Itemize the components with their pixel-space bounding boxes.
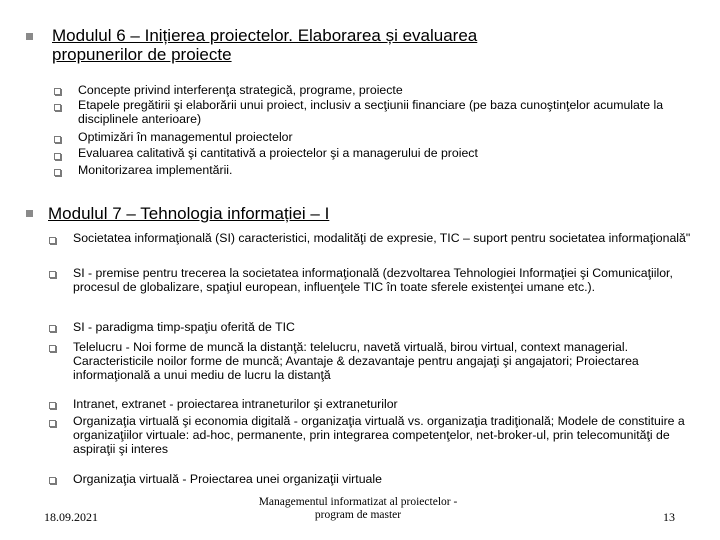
module6-item-bullet-icon xyxy=(54,88,61,95)
module7-item-bullet-icon xyxy=(49,420,56,427)
module6-item: Evaluarea calitativă şi cantitativă a proiectelor şi a managerului de proiect xyxy=(78,146,478,160)
page-number: 13 xyxy=(663,510,675,524)
module6-item-bullet-icon xyxy=(54,169,61,176)
module7-item-bullet-icon xyxy=(49,402,56,409)
module7-item: SI - premise pentru trecerea la societatea informaţională (dezvoltarea Tehnologiei Informaţiei şi Comunicaţiilor, procesul de globalizare, spaţiul european, influenţele TIC în toate sferele existenţei umane etc.). xyxy=(73,266,673,294)
module6-bullet-icon xyxy=(26,33,33,40)
module7-item-bullet-icon xyxy=(49,237,56,244)
module7-item: Intranet, extranet - proiectarea intraneturilor şi extraneturilor xyxy=(73,397,398,411)
module6-item: Optimizări în managementul proiectelor xyxy=(78,130,293,144)
footer-title-line2: program de master xyxy=(314,509,402,521)
module7-item: Organizaţia virtuală şi economia digitală - organizaţia virtuală vs. organizaţia tradiţională; Modele de constituire a organizaţiilor virtuale: ad-hoc, permanente, prin integrarea competenţelor, net-broker-ul, prin telecomunităţi de aspiraţii şi interes xyxy=(73,414,685,456)
module6-item: Etapele pregătirii şi elaborării unui proiect, inclusiv a secţiunii financiare (pe baza cunoştinţelor acumulate la disciplinele anterioare) xyxy=(78,98,664,126)
footer-title xyxy=(238,496,478,522)
module7-bullet-icon xyxy=(26,210,33,217)
module6-item: Monitorizarea implementării. xyxy=(78,163,233,177)
module7-item-bullet-icon xyxy=(49,271,56,278)
module6-title-line2: propunerilor de proiecte xyxy=(52,45,232,64)
footer-date: 18.09.2021 xyxy=(44,510,98,524)
module6-title-line1: Modulul 6 – Inițierea proiectelor. Elaborarea și evaluarea xyxy=(52,26,478,45)
module7-item: Telelucru - Noi forme de muncă la distanţă: telelucru, navetă virtuală, birou virtual, context managerial. Caracteristicile noilor forme de muncă; Avantaje & dezavantaje pentru angajaţi şi angajatori; Proiectarea informaţională a unui mediu de lucru la distanţă xyxy=(73,340,639,382)
module7-item: Societatea informaţională (SI) caracteristici, modalităţi de expresie, TIC – suport pentru societatea informaţională" xyxy=(73,231,691,245)
module7-item-bullet-icon xyxy=(49,325,56,332)
module6-item-bullet-icon xyxy=(54,153,61,160)
module6-item-bullet-icon xyxy=(54,104,61,111)
module7-item-bullet-icon xyxy=(49,477,56,484)
module7-title: Modulul 7 – Tehnologia informației – I xyxy=(48,204,330,223)
module6-item: Concepte privind interferenţa strategică, programe, proiecte xyxy=(78,83,403,97)
module6-item-bullet-icon xyxy=(54,136,61,143)
module7-item: SI - paradigma timp-spaţiu oferită de TIC xyxy=(73,320,295,334)
module7-item-bullet-icon xyxy=(49,345,56,352)
footer-title-line1: Managementul informatizat al proiectelor - xyxy=(258,496,458,508)
module7-item: Organizaţia virtuală - Proiectarea unei organizaţii virtuale xyxy=(73,472,382,486)
